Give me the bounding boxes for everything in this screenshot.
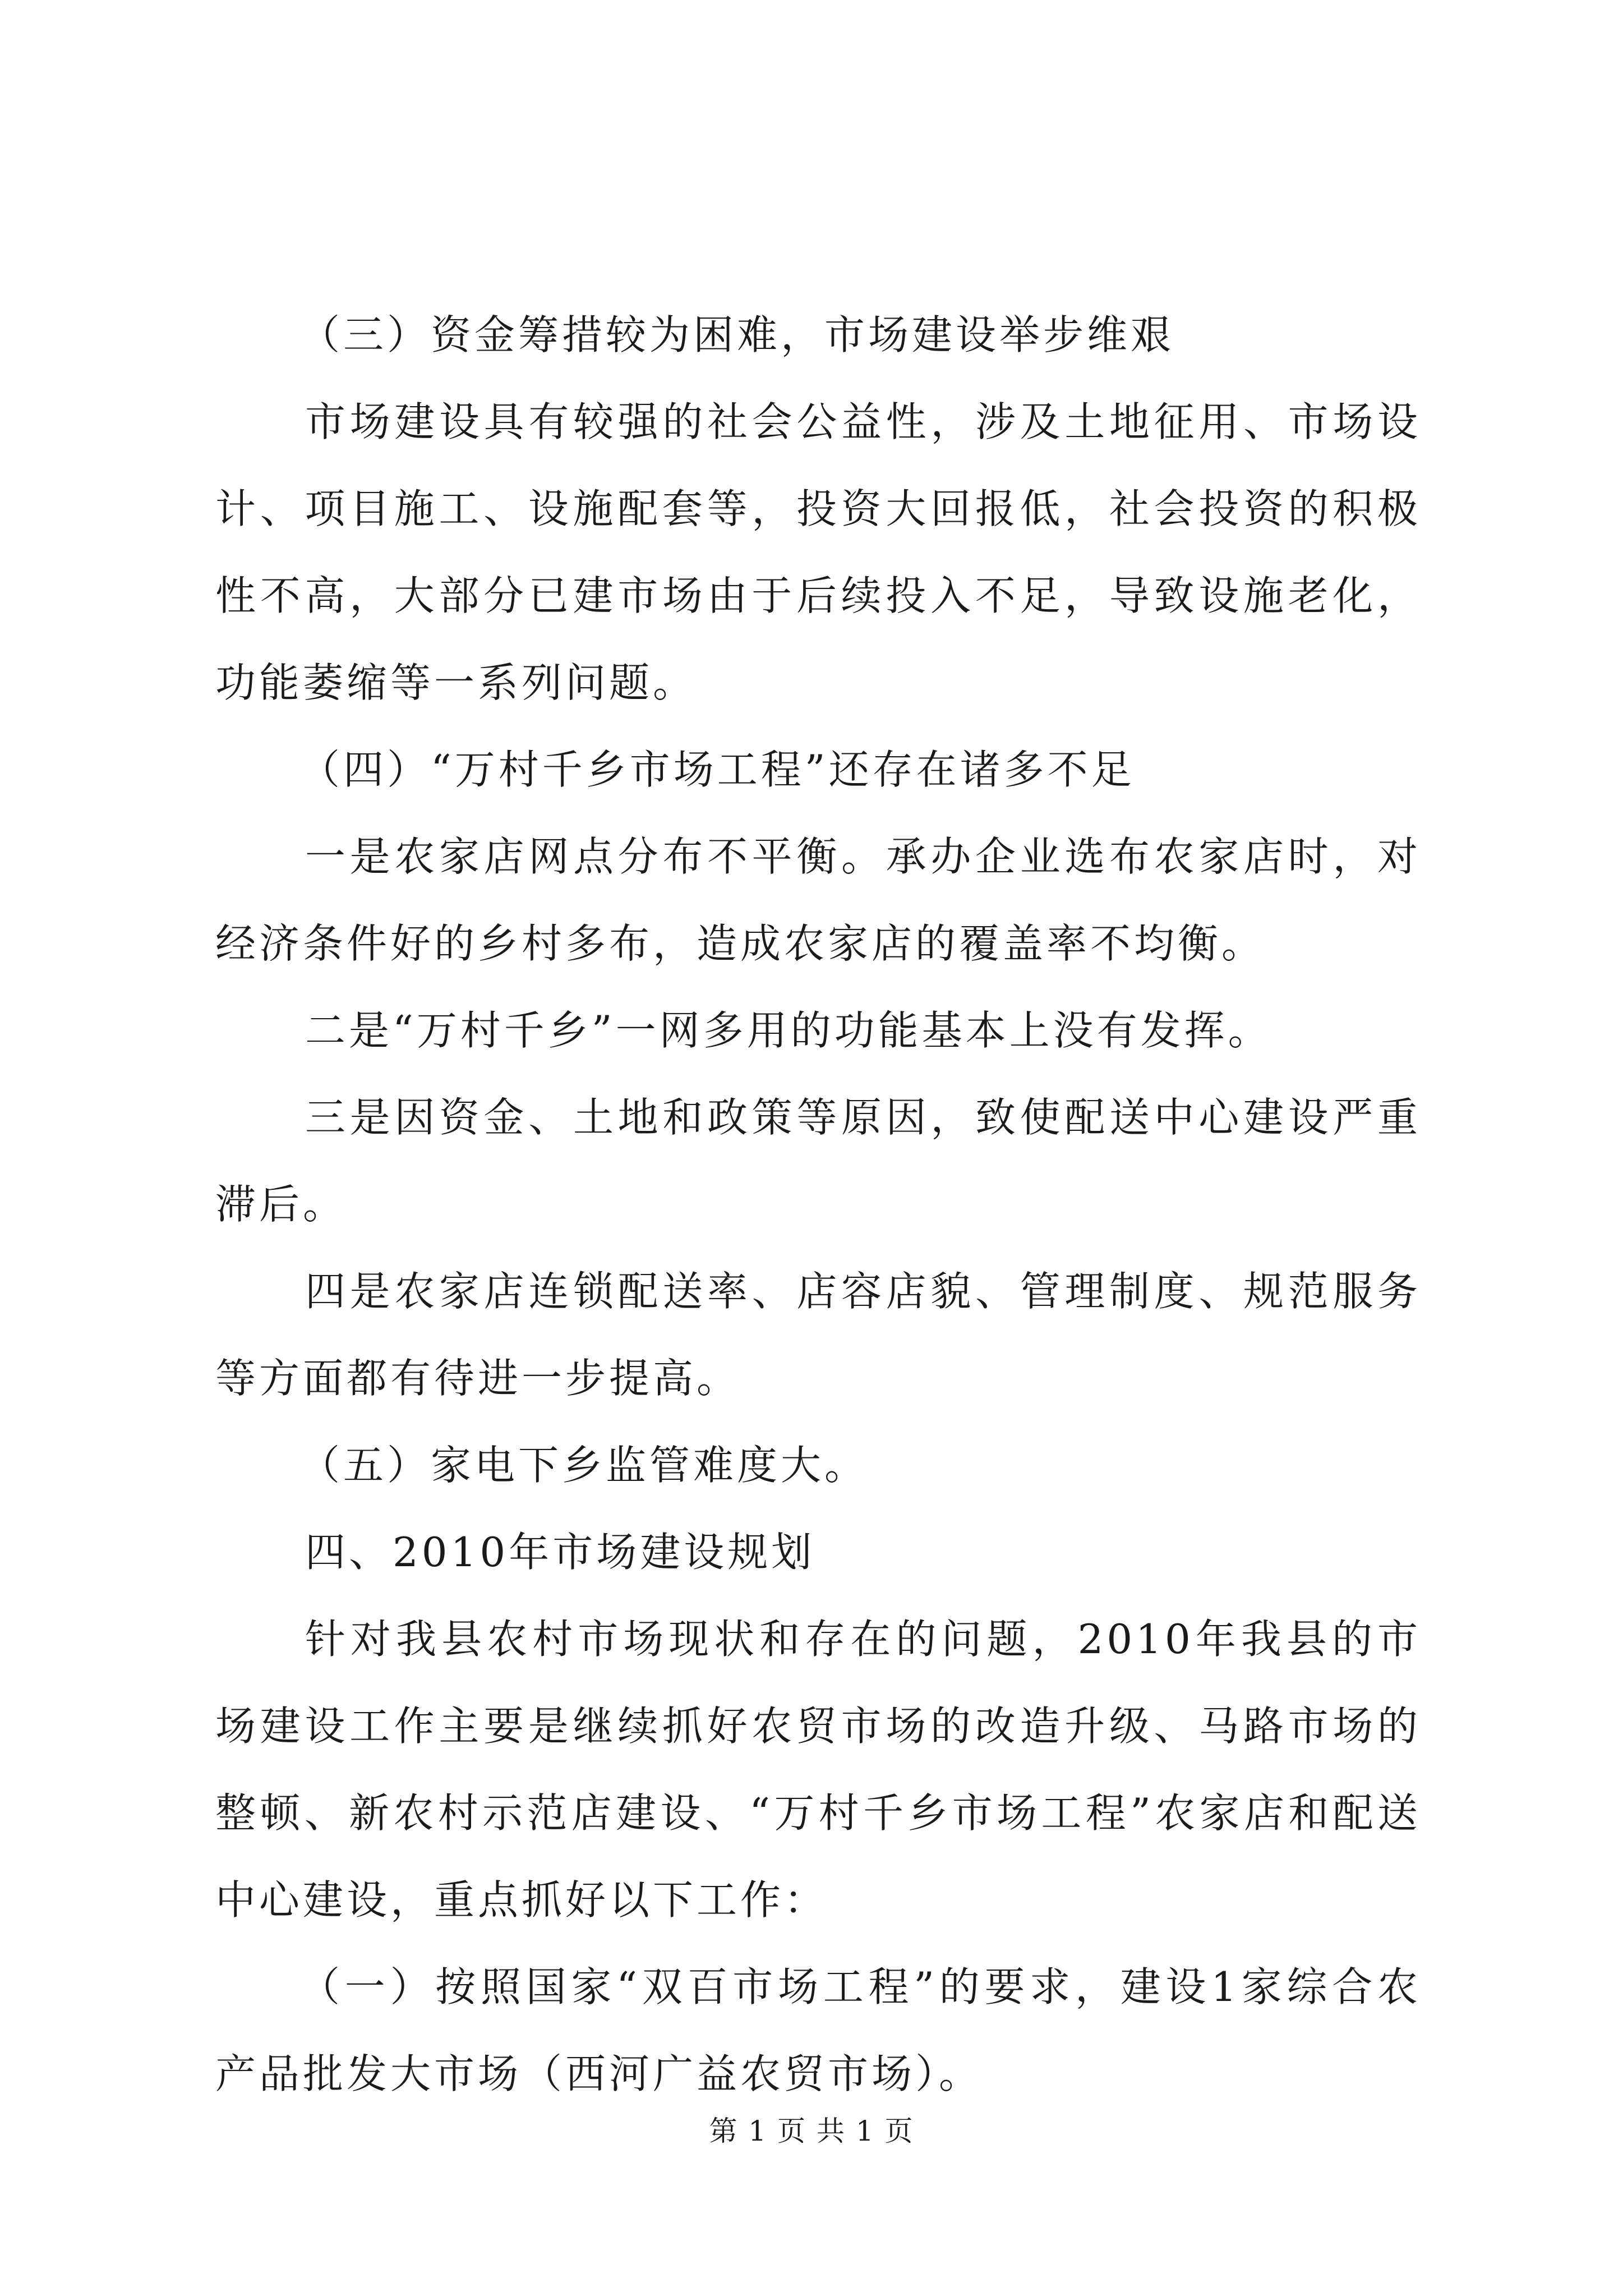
paragraph: 四是农家店连锁配送率、店容店貌、管理制度、规范服务等方面都有待进一步提高。 — [215, 1268, 1421, 1402]
paragraph: 市场建设具有较强的社会公益性，涉及土地征用、市场设计、项目施工、设施配套等，投资大回报低，社会投资的积极性不高，大部分已建市场由于后续投入不足，导致设施老化，功能萎缩等一系列问题。 — [215, 398, 1421, 706]
paragraph: 一是农家店网点分布不平衡。承办企业选布农家店时，对经济条件好的乡村多布，造成农家店的覆盖率不均衡。 — [215, 833, 1421, 967]
document-body — [215, 292, 1421, 2118]
page-footer: 第 1 页 共 1 页 — [709, 2115, 914, 2147]
paragraph: 针对我县农村市场现状和存在的问题，2010年我县的市场建设工作主要是继续抓好农贸市场的改造升级、马路市场的整顿、新农村示范店建设、“万村千乡市场工程”农家店和配送中心建设，重点抓好以下工作： — [215, 1616, 1421, 1924]
section-heading-1: （一）按照国家“双百市场工程”的要求，建设1家综合农产品批发大市场（西河广益农贸市场）。 — [215, 1963, 1421, 2097]
section-heading-3: （三）资金筹措较为困难，市场建设举步维艰 — [299, 311, 1175, 358]
chapter-heading: 四、2010年市场建设规划 — [305, 1529, 815, 1576]
section-heading-5: （五）家电下乡监管难度大。 — [299, 1442, 869, 1489]
paragraph: 三是因资金、土地和政策等原因，致使配送中心建设严重滞后。 — [215, 1094, 1421, 1228]
section-heading-4: （四）“万村千乡市场工程”还存在诸多不足 — [299, 746, 1135, 793]
paragraph: 二是“万村千乡”一网多用的功能基本上没有发挥。 — [305, 1007, 1272, 1054]
